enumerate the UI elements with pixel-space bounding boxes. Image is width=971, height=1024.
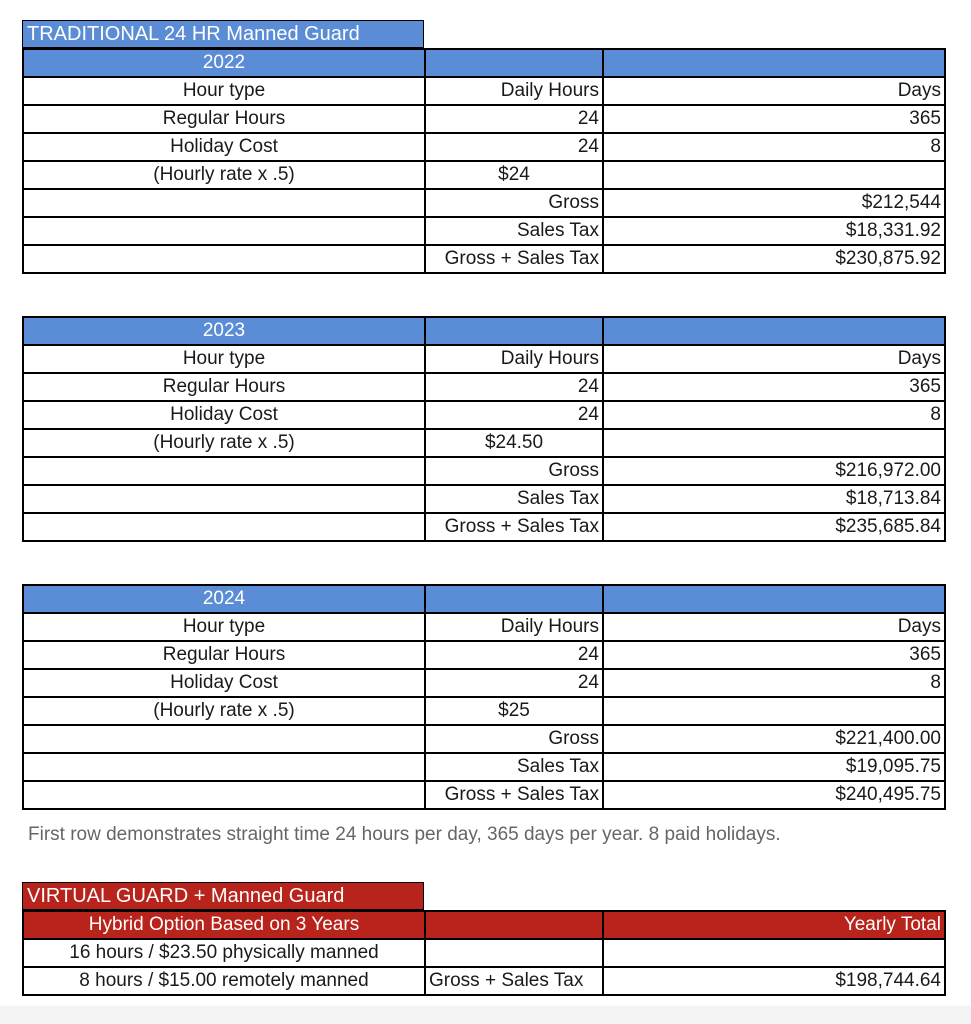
virtual-table xyxy=(22,910,946,996)
year-header-row xyxy=(23,317,945,345)
table-row: Holiday Cost 24 8 xyxy=(23,669,945,697)
table-row: Regular Hours 24 365 xyxy=(23,105,945,133)
table-row: Regular Hours 24 365 xyxy=(23,373,945,401)
table-row: (Hourly rate x .5) $24.50 xyxy=(23,429,945,457)
table-row: Sales Tax $18,713.84 xyxy=(23,485,945,513)
year-table-2024 xyxy=(22,584,946,810)
table-row: Gross $221,400.00 xyxy=(23,725,945,753)
table-row: Regular Hours 24 365 xyxy=(23,641,945,669)
year-label: 2024 xyxy=(23,585,425,613)
table-row: Gross + Sales Tax $235,685.84 xyxy=(23,513,945,541)
year-label: 2023 xyxy=(23,317,425,345)
year-label: 2022 xyxy=(23,49,425,77)
table-row: Sales Tax $19,095.75 xyxy=(23,753,945,781)
table-row: Gross $216,972.00 xyxy=(23,457,945,485)
table-row: 8 hours / $15.00 remotely manned Gross + Sales Tax $198,744.64 xyxy=(23,967,945,995)
table-row: Hour type Daily Hours Days xyxy=(23,613,945,641)
table-row: (Hourly rate x .5) $25 xyxy=(23,697,945,725)
year-table-2022 xyxy=(22,48,946,274)
year-header-row xyxy=(23,585,945,613)
table-row: Gross $212,544 xyxy=(23,189,945,217)
table-row: Holiday Cost 24 8 xyxy=(23,133,945,161)
virtual-title: VIRTUAL GUARD + Manned Guard xyxy=(22,882,424,910)
table-row: Holiday Cost 24 8 xyxy=(23,401,945,429)
footnote: First row demonstrates straight time 24 hours per day, 365 days per year. 8 paid holidays. xyxy=(28,824,781,845)
virtual-header-row: Hybrid Option Based on 3 Years Yearly Total xyxy=(23,911,945,939)
table-row: (Hourly rate x .5) $24 xyxy=(23,161,945,189)
table-row: Hour type Daily Hours Days xyxy=(23,77,945,105)
table-row: Sales Tax $18,331.92 xyxy=(23,217,945,245)
table-row: Gross + Sales Tax $230,875.92 xyxy=(23,245,945,273)
table-row: Gross + Sales Tax $240,495.75 xyxy=(23,781,945,809)
table-row: Hour type Daily Hours Days xyxy=(23,345,945,373)
table-row: 16 hours / $23.50 physically manned xyxy=(23,939,945,967)
year-header-row xyxy=(23,49,945,77)
year-table-2023 xyxy=(22,316,946,542)
traditional-title: TRADITIONAL 24 HR Manned Guard xyxy=(22,20,424,48)
bottom-strip xyxy=(0,1006,971,1024)
